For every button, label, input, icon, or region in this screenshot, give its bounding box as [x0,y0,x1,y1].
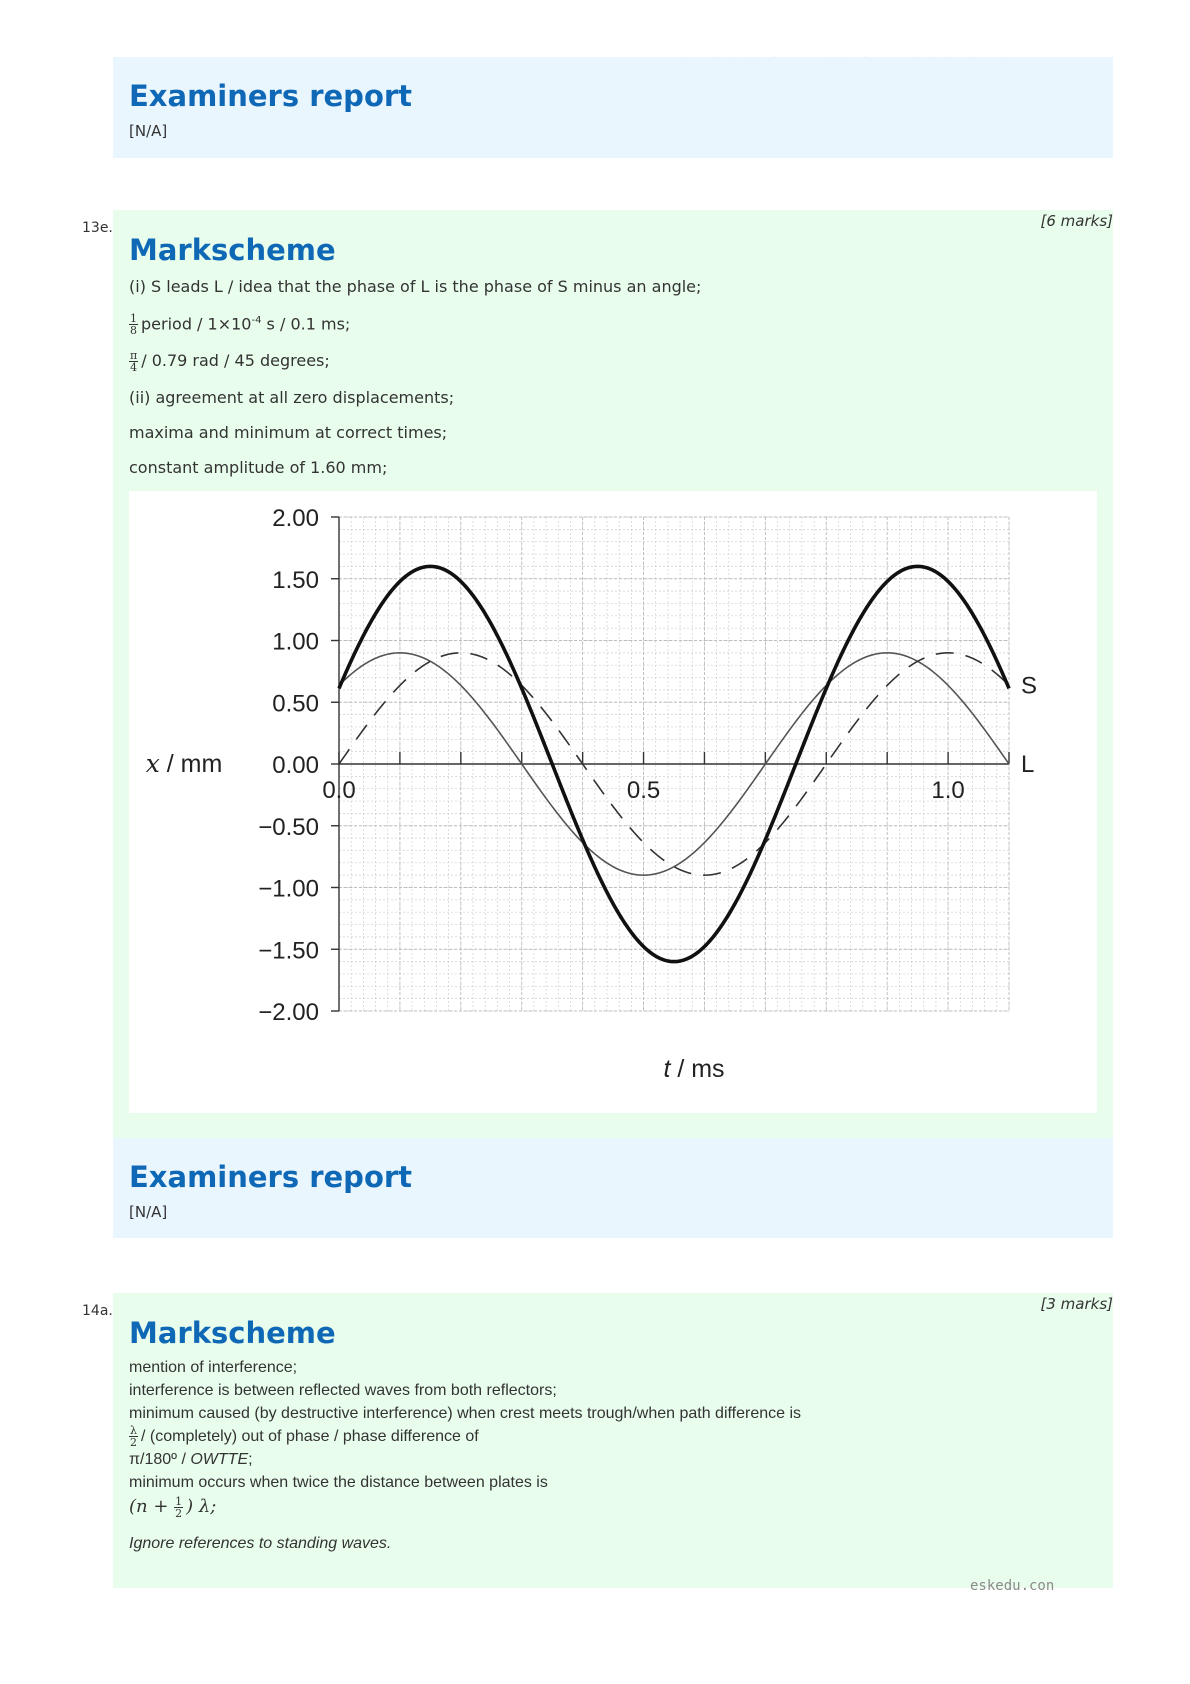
wave-chart [129,491,1097,1113]
markscheme-line: $\frac{\pi}{4}$ / 0.79 rad / 45 degrees; [130,349,330,375]
x-tick-label: 0.0 [322,777,356,804]
section-title: Examiners report [129,1160,413,1194]
y-tick-label: 1.00 [272,628,319,656]
markscheme-line: mention of interference; [129,1359,298,1376]
fraction: $\frac{\pi}{4}$ [130,349,138,375]
markscheme-line: interference is between reflected waves from both reflectors; [129,1382,557,1399]
section-title: Markscheme [129,1316,336,1350]
fraction: $\frac{\lambda}{2}$ [130,1424,137,1450]
labels [146,505,1037,1083]
x-axis-label: t / ms [663,1055,725,1083]
watermark-bottom: eskedu.con [970,1578,1055,1594]
markscheme-line: $\frac{\lambda}{2}$ / (completely) out of phase / phase difference of [130,1424,479,1450]
markscheme-line: (n + $\frac{1}{2}$ ) λ; [129,1494,217,1520]
x-tick-label: 0.5 [626,777,661,804]
report-text: [N/A] [129,122,168,140]
y-tick-label: 0.50 [272,690,319,718]
y-tick-label: 0.00 [272,752,319,779]
question-number: 14a. [82,1303,113,1319]
chart-svg [129,491,1097,1113]
markscheme-body [129,1356,1097,1555]
fraction: $\frac{1}{8}$ [130,312,137,338]
markscheme-line: minimum caused (by destructive interference) when crest meets trough/when path difference is [129,1405,802,1422]
y-tick-label: −2.00 [258,999,319,1026]
section-title: Examiners report [129,79,413,113]
y-tick-label: 2.00 [272,505,319,532]
markscheme-line: $\frac{1}{8}$ period / $1\times 10^{-4}$ s / 0.1 ms; [130,312,351,338]
question-number: 13e. [82,220,113,236]
markscheme-line: maxima and minimum at correct times; [129,423,448,443]
markscheme-line: π/180º / OWTTE; [129,1451,253,1469]
y-tick-label: −1.50 [258,937,319,965]
examiners-report-panel [113,57,1113,158]
markscheme-note: Ignore references to standing waves. [129,1535,392,1553]
y-tick-label: −0.50 [258,813,319,841]
markscheme-line: (i) S leads L / idea that the phase of L is the phase of S minus an angle; [129,277,702,296]
marks-label: [3 marks] [1040,1295,1113,1313]
series-label-s: S [1021,672,1038,700]
y-tick-label: −1.00 [258,875,319,903]
markscheme-panel [113,1293,1113,1588]
marks-label: [6 marks] [1040,212,1113,230]
y-axis-label: x / mm [145,749,223,778]
examiners-report-panel [113,1138,1113,1238]
section-title: Markscheme [129,233,336,267]
report-text: [N/A] [129,1203,168,1221]
markscheme-line: constant amplitude of 1.60 mm; [129,458,388,478]
y-tick-label: 1.50 [272,566,319,594]
series-label-l: L [1021,751,1035,778]
markscheme-line: (ii) agreement at all zero displacements; [129,388,455,408]
markscheme-panel [113,210,1113,1138]
fraction: $\frac{1}{2}$ [175,1494,183,1520]
markscheme-line: minimum occurs when twice the distance between plates is [129,1474,548,1492]
x-tick-label: 1.0 [931,777,965,804]
